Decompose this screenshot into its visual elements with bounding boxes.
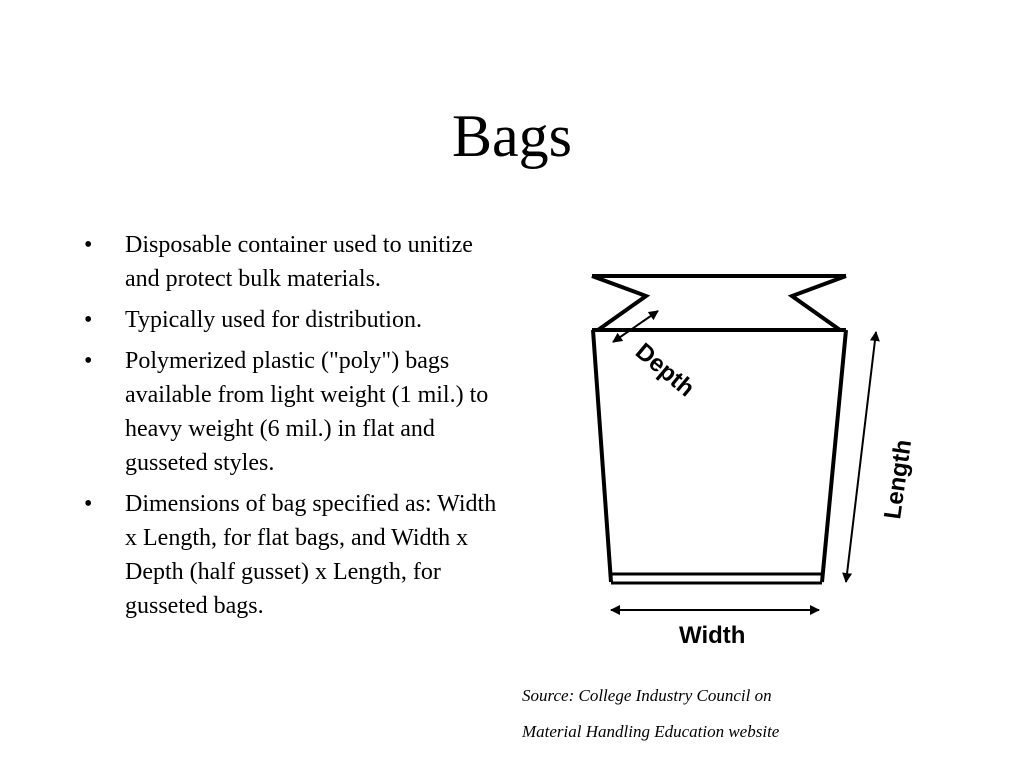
bullet-dot-icon: •	[84, 307, 93, 333]
width-label: Width	[679, 622, 746, 649]
bullet-item	[84, 487, 504, 623]
source-line-2: Material Handling Education website	[522, 722, 780, 741]
bullet-text: Disposable container used to unitize and protect bulk materials.	[125, 232, 473, 292]
bag-body	[593, 330, 846, 583]
source-citation	[522, 678, 1002, 750]
bullet-dot-icon: •	[84, 491, 93, 517]
length-arrow	[846, 332, 876, 582]
bullet-item	[84, 228, 504, 296]
bullet-dot-icon: •	[84, 232, 93, 258]
bullet-item	[84, 344, 504, 480]
bag-top-flap	[592, 276, 846, 330]
length-label: Length	[879, 437, 918, 521]
bullet-item	[84, 303, 504, 337]
slide-title: Bags	[452, 103, 572, 169]
bullet-text: Typically used for distribution.	[125, 307, 422, 333]
bullet-text: Polymerized plastic ("poly") bags available from light weight (1 mil.) to heavy weight (6 mil.) in flat and gusseted styles.	[125, 348, 489, 476]
depth-label: Depth	[630, 337, 700, 403]
source-line-1: Source: College Industry Council on	[522, 686, 772, 705]
bullet-list	[84, 228, 504, 630]
bullet-dot-icon: •	[84, 348, 93, 374]
gusseted-bag-icon	[580, 265, 920, 655]
bullet-text: Dimensions of bag specified as: Width x Length, for flat bags, and Width x Depth (half gusset) x Length, for gusseted bags.	[125, 491, 497, 619]
